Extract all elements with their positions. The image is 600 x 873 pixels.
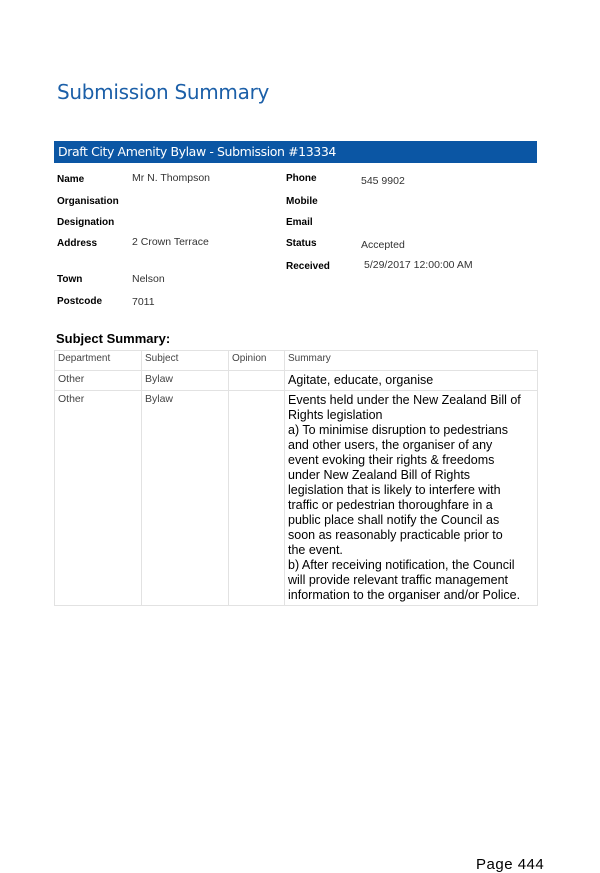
- phone-value: 545 9902: [361, 175, 405, 187]
- name-value: Mr N. Thompson: [132, 172, 210, 184]
- summary-line: event evoking their rights & freedoms: [288, 453, 495, 467]
- table-row: [55, 371, 538, 391]
- address-label: Address: [57, 238, 98, 249]
- summary-line: traffic or pedestrian thoroughfare in a: [288, 498, 493, 512]
- postcode-label: Postcode: [57, 296, 103, 307]
- summary-line: will provide relevant traffic management: [288, 573, 509, 587]
- page-number: Page 444: [476, 856, 545, 873]
- table-row: [55, 391, 538, 606]
- header-opinion: Opinion: [229, 351, 285, 371]
- header-summary: Summary: [285, 351, 538, 371]
- summary-line: Events held under the New Zealand Bill of: [288, 393, 521, 407]
- row-department: Other: [55, 371, 142, 391]
- row-summary: [285, 391, 538, 606]
- received-label: Received: [286, 261, 330, 272]
- phone-label: Phone: [286, 173, 317, 184]
- row-subject: Bylaw: [142, 371, 229, 391]
- summary-line: information to the organiser and/or Police.: [288, 588, 521, 602]
- submission-banner: Draft City Amenity Bylaw - Submission #13334: [54, 141, 537, 163]
- email-label: Email: [286, 217, 313, 228]
- organisation-label: Organisation: [57, 196, 119, 207]
- row-subject: Bylaw: [142, 391, 229, 606]
- row-summary: [285, 371, 538, 391]
- summary-line: Rights legislation: [288, 408, 383, 422]
- summary-line: public place shall notify the Council as: [288, 513, 500, 527]
- summary-line: the event.: [288, 543, 343, 557]
- town-label: Town: [57, 274, 83, 285]
- table-header-row: [55, 351, 538, 371]
- row-department: Other: [55, 391, 142, 606]
- subject-summary-heading: Subject Summary:: [56, 331, 171, 346]
- subject-summary-table: [54, 350, 538, 606]
- summary-line: legislation that is likely to interfere with: [288, 483, 501, 497]
- summary-line: b) After receiving notification, the Council: [288, 558, 515, 572]
- status-label: Status: [286, 238, 317, 249]
- page-title: Submission Summary: [57, 80, 270, 104]
- summary-line: a) To minimise disruption to pedestrians: [288, 423, 509, 437]
- row-opinion: [229, 371, 285, 391]
- header-subject: Subject: [142, 351, 229, 371]
- row-opinion: [229, 391, 285, 606]
- header-department: Department: [55, 351, 142, 371]
- summary-line: under New Zealand Bill of Rights: [288, 468, 471, 482]
- mobile-label: Mobile: [286, 196, 318, 207]
- summary-line: Agitate, educate, organise: [288, 373, 434, 387]
- name-label: Name: [57, 174, 85, 185]
- status-value: Accepted: [361, 239, 405, 251]
- address-value: 2 Crown Terrace: [132, 236, 209, 248]
- received-value: 5/29/2017 12:00:00 AM: [364, 259, 473, 271]
- town-value: Nelson: [132, 273, 165, 285]
- summary-line: soon as reasonably practicable prior to: [288, 528, 503, 542]
- designation-label: Designation: [57, 217, 115, 228]
- summary-line: and other users, the organiser of any: [288, 438, 493, 452]
- postcode-value: 7011: [132, 296, 155, 308]
